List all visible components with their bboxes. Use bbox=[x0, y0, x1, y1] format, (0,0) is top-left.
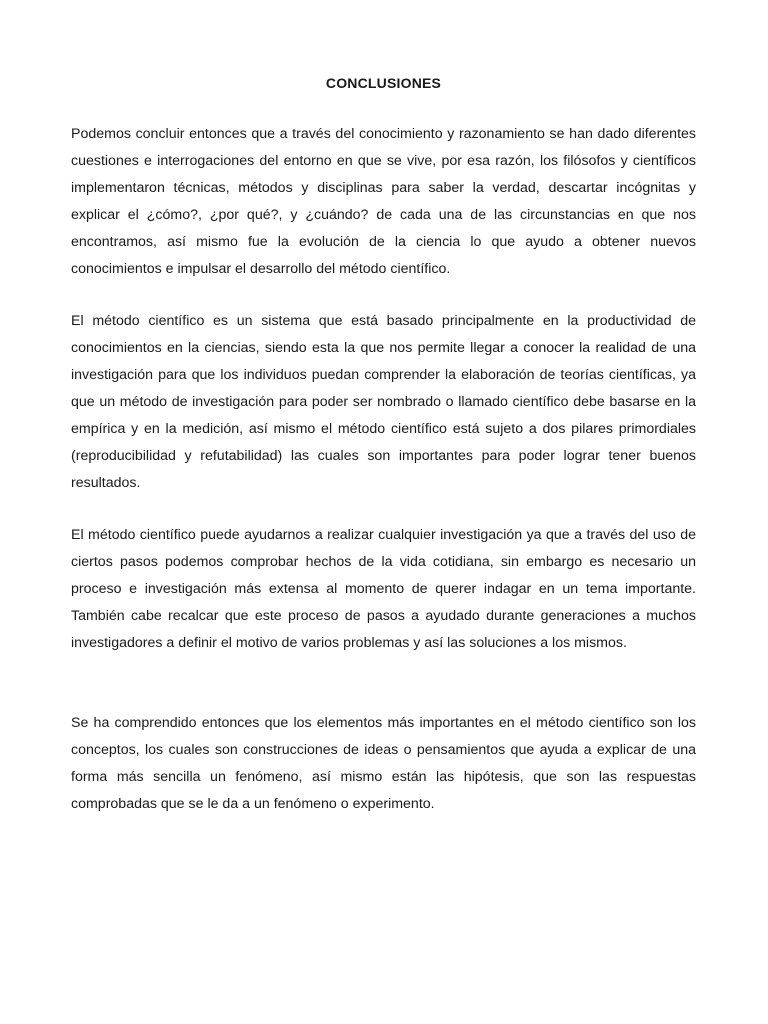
paragraph-1: Podemos concluir entonces que a través del conocimiento y razonamiento se han dado diferentes cuestiones e interrogaciones del entorno en que se vive, por esa razón, los filósofos y científicos implementaron técnicas, métodos y disciplinas para saber la verdad, descartar incógnitas y explicar el ¿cómo?, ¿por qué?, y ¿cuándo? de cada una de las circunstancias en que nos encontramos, así mismo fue la evolución de la ciencia lo que ayudo a obtener nuevos conocimientos e impulsar el desarrollo del método científico. bbox=[71, 126, 696, 277]
paragraph-3: El método científico puede ayudarnos a realizar cualquier investigación ya que a través del uso de ciertos pasos podemos comprobar hechos de la vida cotidiana, sin embargo es necesario un proceso e investigación más extensa al momento de querer indagar en un tema importante. También cabe recalcar que este proceso de pasos a ayudado durante generaciones a muchos investigadores a definir el motivo de varios problemas y así las soluciones a los mismos. bbox=[71, 527, 696, 651]
page-title: CONCLUSIONES bbox=[325, 75, 442, 91]
paragraph-2: El método científico es un sistema que está basado principalmente en la productividad de conocimientos en la ciencias, siendo esta la que nos permite llegar a conocer la realidad de una investigación para que los individuos puedan comprender la elaboración de teorías científicas, ya que un método de investigación para poder ser nombrado o llamado científico debe basarse en la empírica y en la medición, así mismo el método científico está sujeto a dos pilares primordiales (reproducibilidad y refutabilidad) las cuales son importantes para poder lograr tener buenos resultados. bbox=[71, 313, 696, 491]
paragraph-4: Se ha comprendido entonces que los elementos más importantes en el método científico son los conceptos, los cuales son construcciones de ideas o pensamientos que ayuda a explicar de una forma más sencilla un fenómeno, así mismo están las hipótesis, que son las respuestas comprobadas que se le da a un fenómeno o experimento. bbox=[71, 715, 696, 812]
document-page bbox=[71, 0, 696, 1024]
